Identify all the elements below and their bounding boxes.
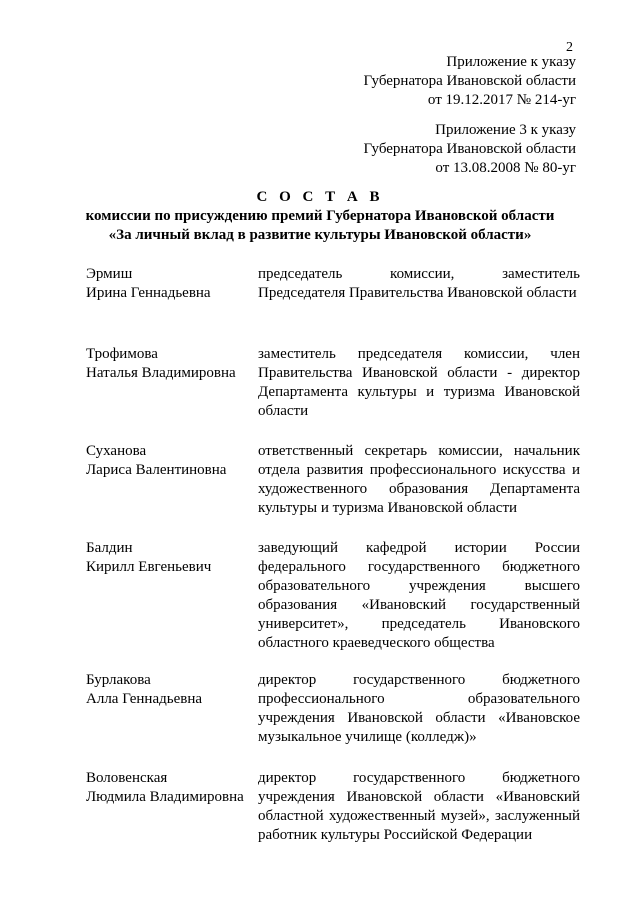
member-role: заведующий кафедрой истории России федерального государственного бюджетного образовательного учреждения высшего образования «Ивановский государственный университет», председатель Ивановского областного краеведческого общества — [258, 540, 580, 651]
appendix-original-line2: Губернатора Ивановской области — [363, 141, 576, 157]
member-role: ответственный секретарь комиссии, начальник отдела развития профессионального искусства и художественного образования Департамента культуры и туризма Ивановской области — [258, 443, 580, 516]
page-number: 2 — [566, 40, 573, 55]
member-name — [86, 671, 256, 709]
member-name — [86, 345, 256, 383]
member-given-name: Кирилл Евгеньевич — [86, 559, 212, 575]
member-surname: Эрмиш — [86, 266, 133, 282]
member-surname: Трофимова — [86, 346, 158, 362]
appendix-current — [363, 53, 576, 110]
member-surname: Суханова — [86, 443, 147, 459]
member-name — [86, 769, 256, 807]
appendix-current-line1: Приложение к указу — [446, 54, 576, 70]
member-surname: Воловенская — [86, 770, 168, 786]
heading-title: С О С Т А В — [256, 189, 384, 205]
member-surname: Бурлакова — [86, 672, 151, 688]
member-given-name: Людмила Владимировна — [86, 789, 244, 805]
member-given-name: Наталья Владимировна — [86, 365, 236, 381]
appendix-original — [363, 121, 576, 178]
member-name — [86, 265, 256, 303]
appendix-current-line3: от 19.12.2017 № 214-уг — [427, 92, 576, 108]
member-role: председатель комиссии, заместитель Председателя Правительства Ивановской области — [258, 266, 580, 301]
heading-line1: комиссии по присуждению премий Губернатора Ивановской области — [85, 208, 555, 224]
member-given-name: Лариса Валентиновна — [86, 462, 227, 478]
member-name — [86, 539, 256, 577]
member-role: заместитель председателя комиссии, член Правительства Ивановской области - директор Департамента культуры и туризма Ивановской области — [258, 346, 580, 419]
appendix-current-line2: Губернатора Ивановской области — [363, 73, 576, 89]
member-surname: Балдин — [86, 540, 133, 556]
member-given-name: Ирина Геннадьевна — [86, 285, 211, 301]
member-role: директор государственного бюджетного профессионального образовательного учреждения Ивановской области «Ивановское музыкальное училище (колледж)» — [258, 672, 580, 745]
member-name — [86, 442, 256, 480]
document-heading — [60, 188, 580, 245]
member-role: директор государственного бюджетного учреждения Ивановской области «Ивановский областной художественный музей», заслуженный работник культуры Российской Федерации — [258, 770, 580, 843]
heading-line2: «За личный вклад в развитие культуры Ивановской области» — [108, 227, 532, 243]
appendix-original-line3: от 13.08.2008 № 80-уг — [435, 160, 576, 176]
member-given-name: Алла Геннадьевна — [86, 691, 203, 707]
appendix-original-line1: Приложение 3 к указу — [435, 122, 576, 138]
